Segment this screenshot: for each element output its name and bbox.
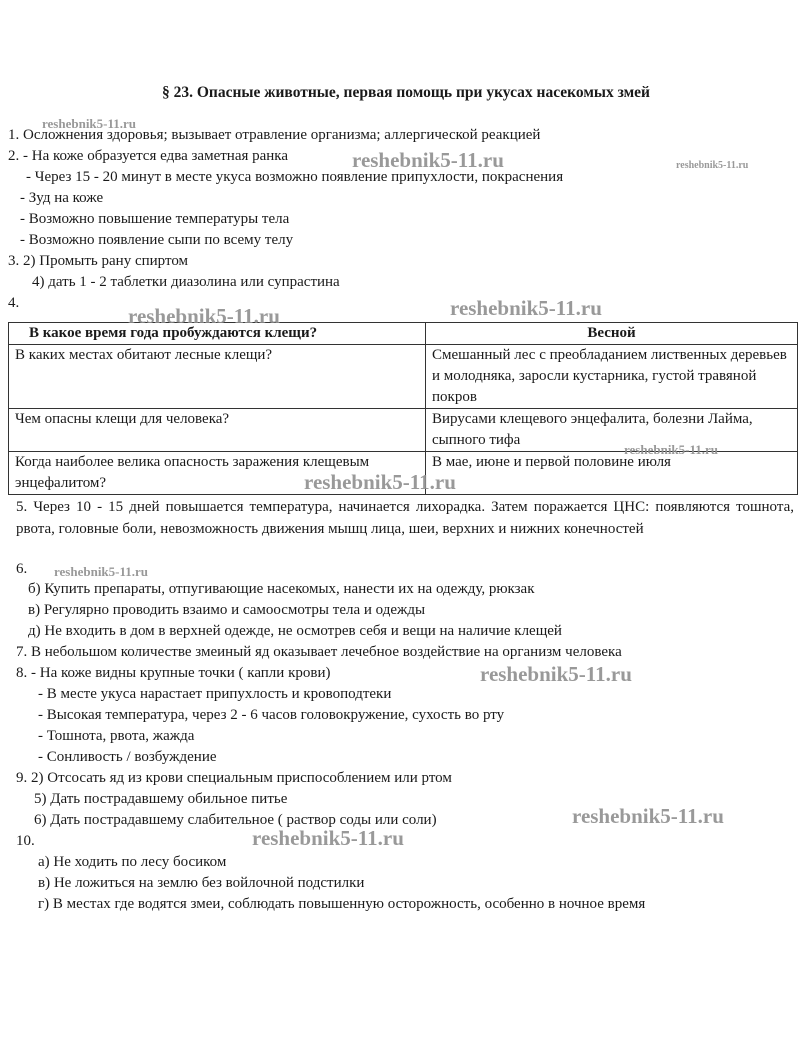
table-row <box>9 345 798 409</box>
watermark: reshebnik5-11.ru <box>676 160 749 171</box>
answer-6-label: 6. <box>16 561 28 577</box>
answer-9-item: 5) Дать пострадавшему обильное питье <box>34 791 288 807</box>
answer-3-item: 4) дать 1 - 2 таблетки диазолина или супрастина <box>32 274 340 290</box>
watermark: reshebnik5-11.ru <box>450 296 602 320</box>
answer-2-item: - Зуд на коже <box>20 190 104 206</box>
answer-3: 3. 2) Промыть рану спиртом <box>8 253 189 269</box>
watermark: reshebnik5-11.ru <box>54 564 149 579</box>
answer-7: 7. В небольшом количестве змеиный яд оказывает лечебное воздействие на организм человека <box>16 644 622 660</box>
answer-8-item: - Высокая температура, через 2 - 6 часов головокружение, сухость во рту <box>38 707 505 723</box>
table-cell-answer: Вирусами клещевого энцефалита, болезни Лайма, сыпного тифа <box>426 409 798 452</box>
table-cell-question: В каких местах обитают лесные клещи? <box>9 345 426 409</box>
answer-10-item: а) Не ходить по лесу босиком <box>38 854 227 870</box>
answer-2-item: - Возможно появление сыпи по всему телу <box>20 232 294 248</box>
answer-8-item: - Тошнота, рвота, жажда <box>38 728 195 744</box>
watermark: reshebnik5-11.ru <box>42 116 137 131</box>
answer-5: 5. Через 10 - 15 дней повышается температура, начинается лихорадка. Затем поражается ЦНС: появляются тошнота, рвота, головные боли, невозможность движения мышц лица, шеи, верхних и нижних конечностей <box>16 499 794 537</box>
answer-6-item: д) Не входить в дом в верхней одежде, не осмотрев себя и вещи на наличие клещей <box>28 623 562 639</box>
answer-9-item: 6) Дать пострадавшему слабительное ( раствор соды или соли) <box>34 812 437 828</box>
answer-6-item: в) Регулярно проводить взаимо и самоосмотры тела и одежды <box>28 602 426 618</box>
answer-8-item: - В месте укуса нарастает припухлость и кровоподтеки <box>38 686 392 702</box>
table-cell-answer: Смешанный лес с преобладанием лиственных деревьев и молодняка, заросли кустарника, густой травяной покров <box>426 345 798 409</box>
watermark: reshebnik5-11.ru <box>572 804 724 828</box>
answer-8-item: - Сонливость / возбуждение <box>38 749 217 765</box>
answer-10-item: в) Не ложиться на землю без войлочной подстилки <box>38 875 365 891</box>
answer-4-label: 4. <box>8 295 20 311</box>
watermark: reshebnik5-11.ru <box>480 662 632 686</box>
watermark: reshebnik5-11.ru <box>252 826 404 850</box>
watermark: reshebnik5-11.ru <box>128 304 280 328</box>
answer-10-item: г) В местах где водятся змеи, соблюдать повышенную осторожность, особенно в ночное время <box>38 896 646 912</box>
watermark: reshebnik5-11.ru <box>624 442 719 457</box>
answer-6-item: б) Купить препараты, отпугивающие насекомых, нанести их на одежду, рюкзак <box>28 581 535 597</box>
table-cell-question: Когда наиболее велика опасность заражения клещевым энцефалитом? <box>9 452 426 495</box>
answer-1: 1. Осложнения здоровья; вызывает отравление организма; аллергической реакцией <box>8 127 541 143</box>
table-header-question: В какое время года пробуждаются клещи? <box>9 323 426 345</box>
answer-10-label: 10. <box>16 833 35 849</box>
answer-8: 8. - На коже видны крупные точки ( капли крови) <box>16 665 331 681</box>
answer-9: 9. 2) Отсосать яд из крови специальным приспособлением или ртом <box>16 770 452 786</box>
page-title: § 23. Опасные животные, первая помощь при укусах насекомых змей <box>161 84 650 101</box>
table-cell-answer: В мае, июне и первой половине июля <box>426 452 798 495</box>
answer-2-item: - Через 15 - 20 минут в месте укуса возможно появление припухлости, покраснения <box>26 169 564 185</box>
table-header-row <box>9 323 798 345</box>
answer-2-item: - Возможно повышение температуры тела <box>20 211 290 227</box>
watermark: reshebnik5-11.ru <box>304 470 456 494</box>
table-header-answer: Весной <box>426 323 798 345</box>
watermark: reshebnik5-11.ru <box>352 148 504 172</box>
answer-2: 2. - На коже образуется едва заметная ранка <box>8 148 289 164</box>
table-cell-question: Чем опасны клещи для человека? <box>9 409 426 452</box>
